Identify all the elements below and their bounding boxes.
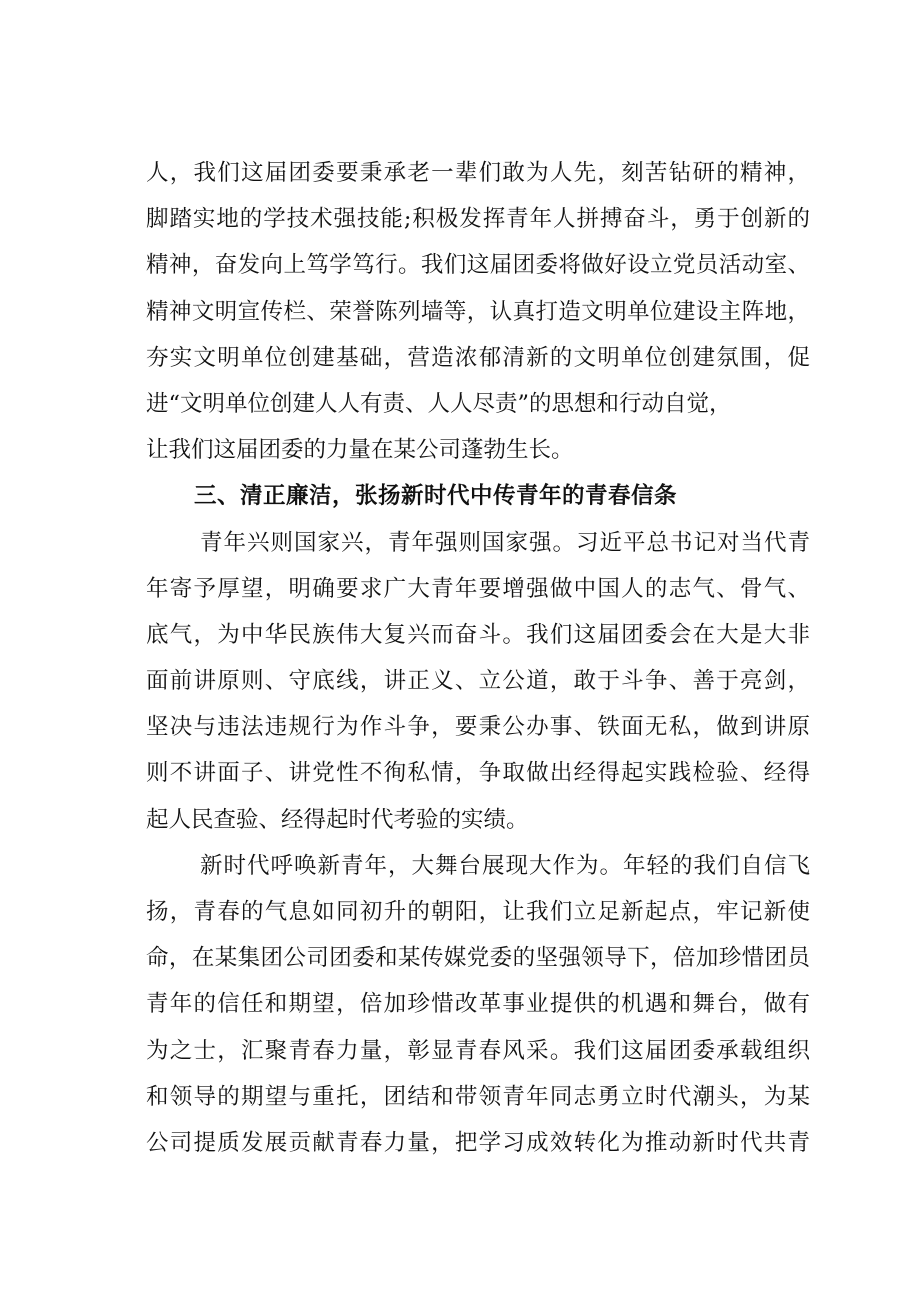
body-line: 让我们这届团委的力量在某公司蓬勃生长。 [146, 437, 574, 464]
body-line: 年寄予厚望，明确要求广大青年要增强做中国人的志气、骨气、 [146, 575, 810, 602]
body-line: 精神，奋发向上笃学笃行。我们这届团委将做好设立党员活动室、 [146, 252, 810, 279]
body-line: 青年的信任和期望，倍加珍惜改革事业提供的机遇和舞台，做有 [146, 991, 810, 1018]
section-heading: 三、清正廉洁，张扬新时代中传青年的青春信条 [194, 483, 678, 510]
body-line: 扬，青春的气息如同初升的朝阳，让我们立足新起点，牢记新使 [146, 899, 810, 925]
body-line: 精神文明宣传栏、荣誉陈列墙等，认真打造文明单位建设主阵地， [146, 298, 810, 325]
body-line: 面前讲原则、守底线，讲正义、立公道，敢于斗争、善于亮剑， [146, 668, 810, 695]
body-line: 为之士，汇聚青春力量，彰显青春风采。我们这届团委承载组织 [146, 1037, 810, 1064]
body-line: 和领导的期望与重托，团结和带领青年同志勇立时代潮头，为某 [146, 1083, 810, 1110]
body-line: 公司提质发展贡献青春力量，把学习成效转化为推动新时代共青 [146, 1129, 810, 1156]
body-line: 脚踏实地的学技术强技能;积极发挥青年人拼搏奋斗，勇于创新的 [146, 206, 810, 233]
body-line: 命，在某集团公司团委和某传媒党委的坚强领导下，倍加珍惜团员 [146, 945, 810, 972]
body-line: 人，我们这届团委要秉承老一辈们敢为人先，刻苦钻研的精神， [146, 160, 810, 186]
body-line: 新时代呼唤新青年，大舞台展现大作为。年轻的我们自信飞 [200, 852, 810, 879]
body-line: 进“文明单位创建人人有责、人人尽责”的思想和行动自觉， [146, 390, 732, 417]
body-line: 夯实文明单位创建基础，营造浓郁清新的文明单位创建氛围，促 [146, 344, 810, 371]
document-body [146, 150, 810, 1166]
body-line: 青年兴则国家兴，青年强则国家强。习近平总书记对当代青 [200, 529, 810, 556]
body-line: 底气，为中华民族伟大复兴而奋斗。我们这届团委会在大是大非 [146, 621, 810, 648]
body-line: 坚决与违法违规行为作斗争，要秉公办事、铁面无私，做到讲原 [146, 714, 810, 741]
body-line: 则不讲面子、讲党性不徇私情，争取做出经得起实践检验、经得 [146, 760, 810, 787]
body-line: 起人民查验、经得起时代考验的实绩。 [146, 806, 529, 833]
